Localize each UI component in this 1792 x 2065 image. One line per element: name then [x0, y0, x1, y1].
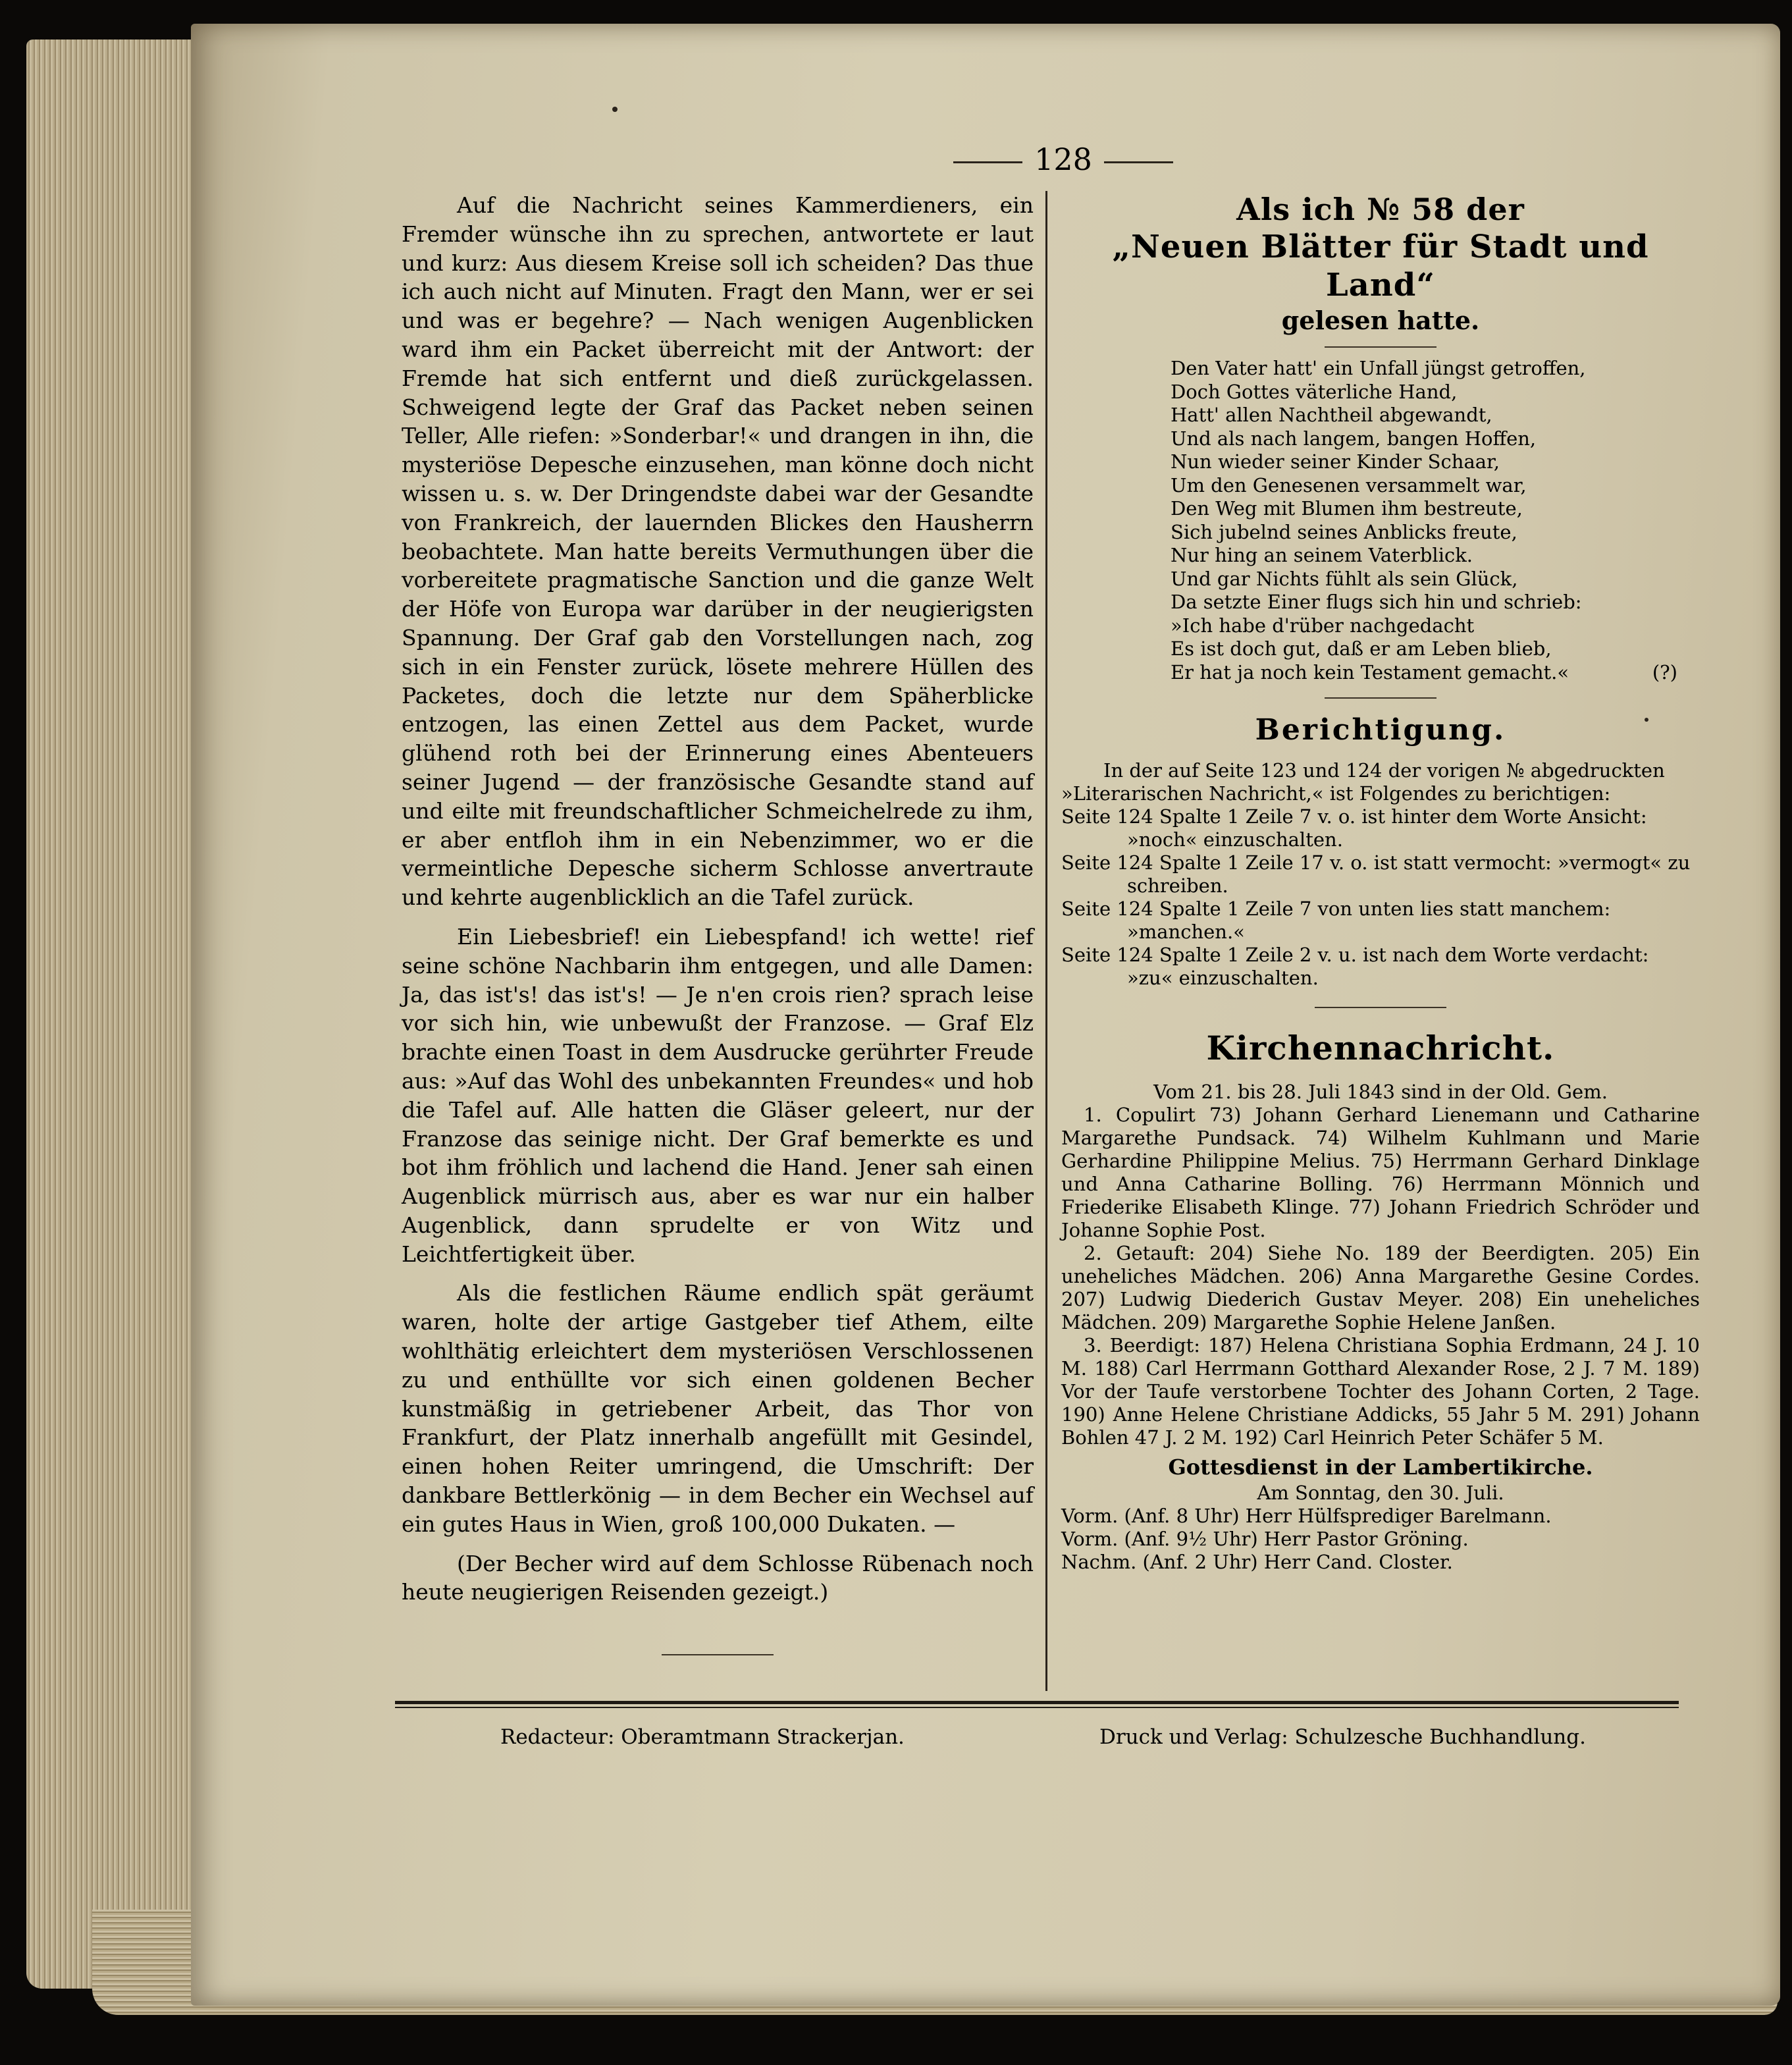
- berichtigung-title: Berichtigung.: [1255, 713, 1506, 747]
- berichtigung-item: Seite 124 Spalte 1 Zeile 7 v. o. ist hinter dem Worte Ansicht: »noch« einzuschalten.: [1061, 805, 1647, 851]
- poem-title-line1: Als ich № 58 der: [1236, 192, 1525, 227]
- poem-line: »Ich habe d'rüber nachgedacht: [1171, 614, 1475, 637]
- berichtigung-item: Seite 124 Spalte 1 Zeile 17 v. o. ist statt vermocht: »vermogt« zu schreiben.: [1061, 851, 1691, 897]
- footer-publisher: Druck und Verlag: Schulzesche Buchhandlung.: [1099, 1725, 1586, 1749]
- berichtigung-body: [1061, 759, 1700, 990]
- poem-line: Doch Gottes väterliche Hand,: [1171, 380, 1458, 403]
- poem-title-line2: „Neuen Blätter für Stadt und Land“: [1112, 228, 1649, 304]
- poem-line: Er hat ja noch kein Testament gemacht.«: [1171, 660, 1569, 684]
- service-line: Nachm. (Anf. 2 Uhr) Herr Cand. Closter.: [1061, 1551, 1453, 1573]
- gottesdienst-title: Gottesdienst in der Lambertikirche.: [1168, 1455, 1593, 1480]
- getauft-entry: 2. Getauft: 204) Siehe No. 189 der Beerdigten. 205) Ein uneheliches Mädchen. 206) Anna Margarethe Gesine Cordes. 207) Ludwig Diederich Gustav Meyer. 208) Ein uneheliches Mädchen. 209) Margarethe Sophie Helene Janßen.: [1061, 1242, 1700, 1333]
- book-page-edges: [26, 40, 217, 1989]
- service-line: Vorm. (Anf. 9½ Uhr) Herr Pastor Gröning.: [1061, 1528, 1469, 1550]
- section-divider: [1315, 1007, 1446, 1008]
- section-divider: [1325, 697, 1436, 699]
- poem-line: Es ist doch gut, daß er am Leben blieb,: [1171, 637, 1552, 660]
- poem-line: Und gar Nichts fühlt als sein Glück,: [1171, 567, 1518, 590]
- poem-line: Um den Genesenen versammelt war,: [1171, 473, 1527, 496]
- page-number: 128: [932, 142, 1195, 177]
- poem-title-line3: gelesen hatte.: [1281, 306, 1480, 335]
- berichtigung-item: Seite 124 Spalte 1 Zeile 7 von unten lies statt manchem: »manchen.«: [1061, 898, 1611, 943]
- kirchennachricht-body: [1061, 1081, 1700, 1574]
- right-column: [1061, 191, 1700, 1574]
- kirchennachricht-title: Kirchennachricht.: [1206, 1029, 1555, 1067]
- column-divider: [1045, 191, 1047, 1691]
- poem-signature: (?): [1652, 660, 1677, 684]
- footer-editor: Redacteur: Oberamtmann Strackerjan.: [500, 1725, 905, 1749]
- poem-line: Den Weg mit Blumen ihm bestreute,: [1171, 497, 1523, 520]
- berichtigung-intro: In der auf Seite 123 und 124 der vorigen № abgedruckten »Literarischen Nachricht,« ist Folgendes zu berichtigen:: [1061, 759, 1665, 805]
- beerdigt-entry: 3. Beerdigt: 187) Helena Christiana Sophia Erdmann, 24 J. 10 M. 188) Carl Herrmann Gotthard Alexander Rose, 2 J. 7 M. 189) Vor der Taufe verstorbene Tochter des Johann Corten, 2 Tage. 190) Anne Helene Christiane Addicks, 55 Jahr 5 M. 291) Johann Bohlen 47 J. 2 M. 192) Carl Heinrich Peter Schäfer 5 M.: [1061, 1334, 1700, 1449]
- story-paragraph: Als die festlichen Räume endlich spät geräumt waren, holte der artige Gastgeber tief Athem, eilte wohlthätig erleichtert dem mysteriösen Verschlossenen zu und enthüllte vor sich einen goldenen Becher kunstmäßig in getriebener Arbeit, das Thor von Frankfurt, der Platz innerhalb angefüllt mit Gesindel, einen hohen Reiter umringend, die Umschrift: Der dankbare Bettlerkönig — in dem Becher ein Wechsel auf ein gutes Haus in Wien, groß 100,000 Dukaten. —: [402, 1280, 1034, 1537]
- kirchennachricht-subtitle: Vom 21. bis 28. Juli 1843 sind in der Old. Gem.: [1153, 1081, 1608, 1103]
- story-footnote: (Der Becher wird auf dem Schlosse Rübenach noch heute neugierigen Reisenden gezeigt.): [402, 1550, 1034, 1605]
- poem-line: Sich jubelnd seines Anblicks freute,: [1171, 520, 1517, 543]
- poem-line: Hatt' allen Nachtheil abgewandt,: [1171, 404, 1492, 426]
- service-line: Vorm. (Anf. 8 Uhr) Herr Hülfsprediger Barelmann.: [1061, 1505, 1552, 1527]
- poem-line: Und als nach langem, bangen Hoffen,: [1171, 427, 1537, 450]
- poem-line: Den Vater hatt' ein Unfall jüngst getroffen,: [1171, 357, 1586, 379]
- berichtigung-item: Seite 124 Spalte 1 Zeile 2 v. u. ist nach dem Worte verdacht: »zu« einzuschalten.: [1061, 944, 1649, 989]
- poem: [1171, 357, 1700, 684]
- poem-last-line: [1171, 661, 1677, 685]
- footer-rule: [395, 1701, 1679, 1708]
- copulirt-entry: 1. Copulirt 73) Johann Gerhard Lienemann und Catharine Margarethe Pundsack. 74) Wilhelm Kuhlmann und Marie Gerhardine Philippine Melius. 75) Herrmann Gerhard Dinklage und Anna Catharine Bolling. 76) Herrmann Mönnich und Friederike Elisabeth Klinge. 77) Johann Friedrich Schröder und Johanne Sophie Post.: [1061, 1104, 1700, 1241]
- story-paragraph: Auf die Nachricht seines Kammerdieners, ein Fremder wünsche ihn zu sprechen, antwortete er laut und kurz: Aus diesem Kreise soll ich scheiden? Das thue ich auch nicht auf Minuten. Fragt den Mann, wer er sei und was er begehre? — Nach wenigen Augenblicken ward ihm ein Packet überreicht mit der Antwort: der Fremde hat sich entfernt und dieß zurückgelassen. Schweigend legte der Graf das Packet neben seinen Teller, Alle riefen: »Sonderbar!« und drangen in ihn, die mysteriöse Depesche einzusehen, man könne doch nicht wissen u. s. w. Der Dringendste dabei war der Gesandte von Frankreich, der lauernden Blickes den Hausherrn beobachtete. Man hatte bereits Vermuthungen über die vorbereitete pragmatische Sanction und die ganze Welt der Höfe von Europa war darüber in der neugierigsten Spannung. Der Graf gab den Vorstellungen nach, zog sich in ein Fenster zurück, lösete mehrere Hüllen des Packetes, doch die letzte nur dem Späherblicke entzogen, las einen Zettel aus dem Packet, wurde glühend roth bei der Erinnerung eines Abenteuers seiner Jugend — der französische Gesandte stand auf und eilte mit freundschaftlicher Schmeichelrede zu ihm, er aber entfloh ihm in ein Nebenzimmer, wo er die vermeintliche Depesche sicherm Schlosse anvertraute und kehrte augenblicklich an die Tafel zurück.: [402, 192, 1034, 911]
- gottesdienst-date: Am Sonntag, den 30. Juli.: [1257, 1482, 1504, 1504]
- section-divider: [1325, 346, 1436, 348]
- section-divider: [662, 1654, 774, 1655]
- poem-line: Nur hing an seinem Vaterblick.: [1171, 544, 1473, 566]
- poem-line: Da setzte Einer flugs sich hin und schrieb:: [1171, 591, 1582, 613]
- story-paragraph: Ein Liebesbrief! ein Liebespfand! ich wette! rief seine schöne Nachbarin ihm entgegen, und alle Damen: Ja, das ist's! das ist's! — Je n'en crois rien? sprach leise vor sich hin, wie unbewußt der Franzose. — Graf Elz brachte einen Toast in dem Ausdrucke gerührter Freude aus: »Auf das Wohl des unbekannten Freundes« und hob die Tafel auf. Alle hatten die Gläser geleert, nur der Franzose das seinige nicht. Der Graf bemerkte es und bot ihm fröhlich und lachend die Hand. Jener sah einen Augenblick mürrisch aus, aber es war nur ein halber Augenblick, dann sprudelte er von Witz und Leichtfertigkeit über.: [402, 923, 1034, 1267]
- print-dot: [612, 107, 618, 112]
- poem-line: Nun wieder seiner Kinder Schaar,: [1171, 450, 1500, 473]
- left-column: [402, 191, 1034, 1655]
